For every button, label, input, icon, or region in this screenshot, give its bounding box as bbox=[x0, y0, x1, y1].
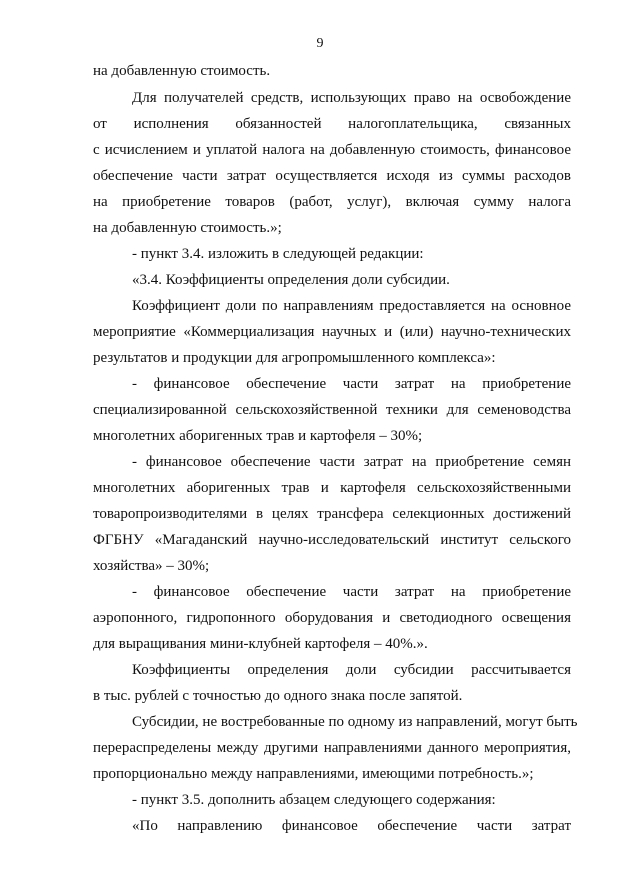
text-line: Субсидии, не востребованные по одному из направлений, могут быть bbox=[132, 714, 578, 730]
text-line: с исчислением и уплатой налога на добавленную стоимость, финансовое bbox=[93, 142, 571, 158]
text-line: результатов и продукции для агропромышленного комплекса»: bbox=[93, 350, 496, 366]
text-line: - пункт 3.5. дополнить абзацем следующего содержания: bbox=[132, 792, 496, 808]
text-line: перераспределены между другими направлениями данного мероприятия, bbox=[93, 740, 571, 756]
text-line: - финансовое обеспечение части затрат на приобретение bbox=[132, 376, 571, 392]
text-line: многолетних аборигенных трав и картофеля – 30%; bbox=[93, 428, 423, 444]
text-line: «3.4. Коэффициенты определения доли субсидии. bbox=[132, 272, 450, 288]
text-line: в тыс. рублей с точностью до одного знака после запятой. bbox=[93, 688, 463, 704]
text-line: для выращивания мини-клубней картофеля – 40%.». bbox=[93, 636, 428, 652]
text-line: - финансовое обеспечение части затрат на приобретение bbox=[132, 584, 571, 600]
text-line: «По направлению финансовое обеспечение части затрат bbox=[132, 818, 571, 834]
text-line: многолетних аборигенных трав и картофеля сельскохозяйственными bbox=[93, 480, 571, 496]
text-line: мероприятие «Коммерциализация научных и (или) научно-технических bbox=[93, 324, 571, 340]
text-line: - финансовое обеспечение части затрат на приобретение семян bbox=[132, 454, 571, 470]
text-line: специализированной сельскохозяйственной техники для семеноводства bbox=[93, 402, 571, 418]
text-line: обеспечение части затрат осуществляется исходя из суммы расходов bbox=[93, 168, 571, 184]
text-line: товаропроизводителями в целях трансфера селекционных достижений bbox=[93, 506, 571, 522]
text-line: на добавленную стоимость. bbox=[93, 63, 271, 79]
text-line: на приобретение товаров (работ, услуг), включая сумму налога bbox=[93, 194, 571, 210]
text-line: Коэффициент доли по направлениям предоставляется на основное bbox=[132, 298, 571, 314]
text-line: на добавленную стоимость.»; bbox=[93, 220, 282, 236]
text-line: ФГБНУ «Магаданский научно-исследовательский институт сельского bbox=[93, 532, 571, 548]
text-line: хозяйства» – 30%; bbox=[93, 558, 210, 574]
text-line: аэропонного, гидропонного оборудования и светодиодного освещения bbox=[93, 610, 571, 626]
text-line: Коэффициенты определения доли субсидии рассчитывается bbox=[132, 662, 571, 678]
text-line: от исполнения обязанностей налогоплательщика, связанных bbox=[93, 116, 571, 132]
text-line: пропорционально между направлениями, имеющими потребность.»; bbox=[93, 766, 534, 782]
page-number: 9 bbox=[316, 36, 324, 51]
text-line: - пункт 3.4. изложить в следующей редакции: bbox=[132, 246, 424, 262]
text-line: Для получателей средств, использующих право на освобождение bbox=[132, 90, 571, 106]
